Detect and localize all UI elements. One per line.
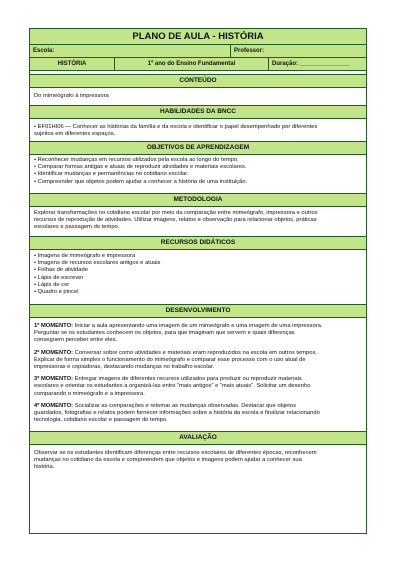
objetivo-item: • Comparar formas antigas e atuais de reproduzir atividades e materiais escolares.: [34, 164, 247, 171]
section-desenvolvimento-body: [34, 323, 362, 424]
school-label: Escola:: [33, 48, 55, 54]
subject-label: HISTÓRIA: [57, 61, 87, 67]
moment-text: Conversar sobre como atividades e materiais eram reproduzidos na escola em outros tempos.: [73, 349, 317, 356]
metodologia-line: recursos de reprodução de atividades. Utilizar imagens, relatos e observação para relacionar objetos, práticas: [34, 217, 317, 224]
section-conteudo-title: CONTEÚDO: [30, 74, 366, 88]
habilidade-line: sujeitos em diferentes espaços.: [34, 131, 116, 138]
section-conteudo-body: [34, 93, 362, 100]
recurso-item: • Imagens de mimeógrafo e impressora: [34, 253, 136, 259]
moment-text: Entregar imagens de diferentes recursos utilizados para produzir ou reproduzir materiais: [73, 376, 302, 383]
recurso-item: • Quadro e pincel: [34, 289, 79, 296]
school-row: [30, 45, 366, 58]
section-habilidades-body: [34, 124, 362, 138]
objetivo-item: • Identificar mudanças e permanências no cotidiano escolar.: [34, 171, 189, 178]
recurso-item: • Lápis de escrever: [34, 274, 84, 281]
moment-text: Iniciar a aula apresentando uma imagem de um mimeógrafo e uma imagem de uma impressora.: [73, 323, 323, 329]
page-title: PLANO DE AULA - HISTÓRIA: [30, 29, 366, 45]
moment-text: escolares e orientar os estudantes a organizá-las entre “mais antigos” e “mais atuais”. Solicitar um desenho: [34, 383, 311, 390]
section-habilidades-title: HABILIDADES DA BNCC: [30, 105, 366, 119]
moment-2: [34, 350, 362, 372]
section-objetivos-body: [34, 157, 362, 186]
teacher-label: Professor:: [230, 45, 366, 57]
moment-text: impressoras e copiadoras, destacando mudanças no trabalho escolar.: [34, 364, 215, 371]
moment-label: 2º MOMENTO:: [34, 349, 74, 356]
section-recursos-body: [34, 253, 362, 296]
section-objetivos-title: OBJETIVOS DE APRENDIZAGEM: [30, 141, 366, 155]
section-avaliacao-title: AVALIAÇÃO: [30, 431, 366, 445]
moment-1: [34, 323, 362, 345]
section-metodologia-body: [34, 210, 362, 232]
avaliacao-line: história.: [34, 464, 55, 471]
moment-text: tecnologia, cotidiano escolar e passagem do tempo.: [34, 417, 168, 424]
moment-text: Perguntar se os estudantes conhecem os objetos, para que imaginam que servem e quais diferenças: [34, 330, 295, 337]
moment-text: conseguem perceber entre eles.: [34, 337, 118, 344]
recurso-item: • Lápis de cor: [34, 281, 70, 288]
section-metodologia-title: METODOLOGIA: [30, 193, 366, 207]
moment-text: guardados, fotografias e relatos podem fornecer informações sobre a história da escola e finalizar relacionando: [34, 410, 320, 417]
avaliacao-line: Observar se os estudantes identificam diferenças entre recursos escolares de diferentes épocas, reconhecem: [34, 450, 317, 456]
moment-4: [34, 403, 362, 425]
moment-3: [34, 376, 362, 398]
moment-label: 1º MOMENTO:: [34, 323, 74, 329]
duration-label: Duração: _______________: [268, 58, 366, 70]
conteudo-text: Do mimeógrafo à impressora: [34, 93, 109, 99]
grade-label: 1º ano do Ensino Fundamental: [114, 58, 268, 70]
subject-row: [30, 58, 366, 71]
section-recursos-title: RECURSOS DIDÁTICOS: [30, 236, 366, 250]
objetivo-item: • Compreender que objetos podem ajudar a conhecer a história de uma instituição.: [34, 178, 248, 185]
section-desenvolvimento-title: DESENVOLVIMENTO: [30, 304, 366, 318]
moment-text: comparando o mimeógrafo e a impressora.: [34, 390, 145, 397]
moment-label: 3º MOMENTO:: [34, 376, 74, 383]
recurso-item: • Folhas de atividade: [34, 267, 88, 274]
moment-text: Explicar de forma simples o funcionamento do mimeógrafo e comparar esse processo com o uso atual de: [34, 356, 306, 363]
lesson-plan-sheet: [29, 28, 367, 534]
objetivo-item: • Reconhecer mudanças em recursos utilizados pela escola ao longo do tempo.: [34, 157, 239, 163]
metodologia-line: Explorar transformações no cotidiano escolar por meio da comparação entre mimeógrafo, impressora e outros: [34, 210, 318, 216]
metodologia-line: escolares e passagem do tempo.: [34, 224, 120, 231]
recurso-item: • Imagens de recursos escolares antigos e atuais: [34, 260, 161, 267]
moment-text: Socializar as comparações e retomar as mudanças observadas. Destacar que objetos: [73, 402, 297, 409]
moment-label: 4º MOMENTO:: [34, 402, 74, 409]
habilidade-line: • EF01HI06 — Conhecer as histórias da família e da escola e identificar o papel desempenhado por diferentes: [34, 124, 318, 130]
section-avaliacao-body: [34, 450, 362, 472]
avaliacao-line: mudanças no cotidiano da escola e compreendem que objetos e imagens podem ajudar a conhecer sua: [34, 457, 302, 464]
